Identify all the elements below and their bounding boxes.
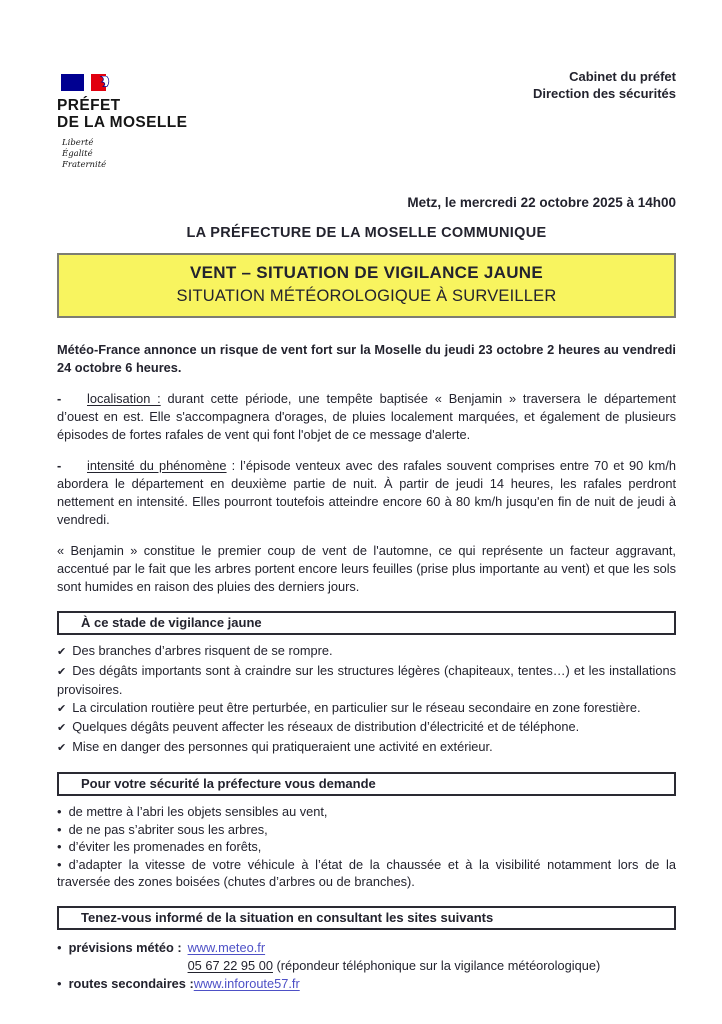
meteo-label: prévisions météo : (68, 939, 182, 955)
bullet-icon: • (57, 856, 62, 872)
checklist-item: ✔ Des branches d’arbres risquent de se rompre. (57, 642, 676, 662)
intro-paragraph: Météo-France annonce un risque de vent fort sur la Moselle du jeudi 23 octobre 2 heures au vendredi 24 octobre 6 heures. (57, 342, 676, 375)
check-icon: ✔ (57, 665, 67, 678)
vigilance-phone-number[interactable]: 05 67 22 95 00 (187, 957, 273, 973)
service-line2: Direction des sécurités (532, 86, 676, 101)
intensite-label: intensité du phénomène (87, 458, 227, 473)
vigilance-banner (57, 253, 676, 318)
list-item: • de ne pas s’abriter sous les arbres, (57, 821, 268, 837)
checklist-item: ✔ Quelques dégâts peuvent affecter les réseaux de distribution d’électricité et de téléphone. (57, 718, 676, 738)
securite-list (57, 803, 676, 891)
dash-bullet: - (57, 391, 62, 406)
checklist-item: ✔ Des dégâts importants sont à craindre sur les structures légères (chapiteaux, tentes…) et les installations provisoires. (57, 662, 676, 697)
check-icon: ✔ (57, 646, 67, 658)
intensite-text: : l’épisode venteux avec des rafales souvent comprises entre 70 et 90 km/h abordera le département en deuxième partie de nuit. À partir de jeudi 14 heures, les rafales perdront nettement en intensité. Elles pourront toutefois atteindre encore 60 à 80 km/h jusqu'en fin de nuit de jeudi à vendredi. (57, 458, 676, 527)
routes-label: routes secondaires : (68, 975, 194, 991)
section-heading-infos: Tenez-vous informé de la situation en consultant les sites suivants (57, 906, 676, 930)
page-header (57, 66, 676, 171)
bullet-icon: • (57, 804, 62, 819)
inforoute57-link[interactable]: www.inforoute57.fr (193, 975, 300, 991)
localisation-label: localisation : (87, 391, 161, 406)
info-links (57, 939, 676, 993)
page-title: LA PRÉFECTURE DE LA MOSELLE COMMUNIQUE (186, 225, 547, 241)
bullet-icon: • (57, 939, 62, 955)
checklist-item: ✔ La circulation routière peut être perturbée, en particulier sur le réseau secondaire en zone forestière. (57, 699, 676, 719)
phone-note: (répondeur téléphonique sur la vigilance météorologique) (272, 957, 601, 973)
dateline: Metz, le mercredi 22 octobre 2025 à 14h00 (407, 195, 676, 210)
localisation-text: durant cette période, une tempête baptisée « Benjamin » traversera le département d’ouest en est. Elle s'accompagnera d'orages, de pluies localement marquées, et également de plusieurs épisodes de fortes rafales de vent qui font l'objet de ce message d'alerte. (57, 391, 676, 442)
check-icon: ✔ (57, 722, 67, 734)
logo-title-line1: PRÉFET (57, 97, 121, 114)
vigilance-checklist (57, 642, 676, 757)
check-icon: ✔ (57, 741, 67, 754)
bullet-icon: • (57, 821, 62, 837)
french-flag-icon (61, 74, 187, 91)
localisation-paragraph (57, 390, 676, 444)
benjamin-paragraph: « Benjamin » constitue le premier coup de vent de l'automne, ce qui représente un facteur aggravant, accentué par le fait que les arbres portent encore leurs feuilles (prise plus importante au vent) et que les sols sont humides en raison des pluies des derniers jours. (57, 543, 676, 594)
meteo-france-link[interactable]: www.meteo.fr (187, 939, 266, 955)
issuing-service (533, 66, 676, 102)
section-heading-vigilance: À ce stade de vigilance jaune (57, 611, 676, 635)
dash-bullet: - (57, 458, 62, 473)
bullet-icon: • (57, 839, 62, 854)
routes-link-row (57, 975, 676, 993)
meteo-link-row (57, 939, 676, 975)
list-item: • de mettre à l’abri les objets sensibles au vent, (57, 804, 328, 819)
section-heading-securite: Pour votre sécurité la préfecture vous demande (57, 772, 676, 796)
banner-subheadline: SITUATION MÉTÉOROLOGIQUE À SURVEILLER (176, 287, 557, 305)
list-item: • d’éviter les promenades en forêts, (57, 839, 262, 854)
banner-headline: VENT – SITUATION DE VIGILANCE JAUNE (189, 263, 544, 282)
checklist-item: ✔ Mise en danger des personnes qui pratiqueraient une activité en extérieur. (57, 738, 676, 758)
list-item: • d’adapter la vitesse de votre véhicule à l’état de la chaussée et à la visibilité notamment lors de la traversée des zones boisées (chutes d’arbres ou de branches). (57, 856, 676, 889)
prefecture-logo (57, 66, 187, 171)
marianne-silhouette-icon (98, 76, 111, 89)
intensite-paragraph (57, 457, 676, 529)
logo-title-line2: DE LA MOSELLE (57, 114, 188, 131)
bullet-icon: • (57, 975, 62, 991)
check-icon: ✔ (57, 702, 67, 715)
service-line1: Cabinet du préfet (569, 69, 676, 84)
republic-motto: Liberté Égalité Fraternité (62, 138, 107, 170)
